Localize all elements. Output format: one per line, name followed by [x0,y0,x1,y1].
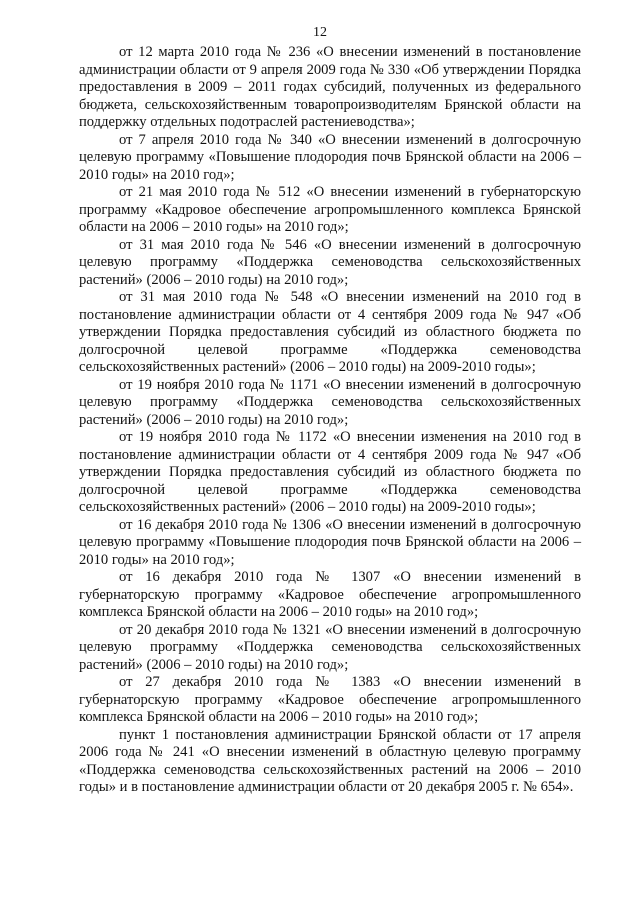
document-body [79,44,581,797]
paragraph: от 16 декабря 2010 года № 1306 «О внесении изменений в долгосрочную целевую программу «Повышение плодородия почв Брянской области на 2006 – 2010 годы» на 2010 год»; [79,516,581,568]
paragraph: от 7 апреля 2010 года № 340 «О внесении изменений в долгосрочную целевую программу «Повышение плодородия почв Брянской области на 2006 – 2010 годы» на 2010 год»; [79,131,581,183]
paragraph: от 21 мая 2010 года № 512 «О внесении изменений в губернаторскую программу «Кадровое обеспечение агропромышленного комплекса Брянской области на 2006 – 2010 годы» на 2010 год»; [79,184,581,235]
paragraph: от 16 декабря 2010 года № 1307 «О внесении изменений в губернаторскую программу «Кадровое обеспечение агропромышленного комплекса Брянской области на 2006 – 2010 годы» на 2010 год»; [79,569,581,620]
paragraph: пункт 1 постановления администрации Брянской области от 17 апреля 2006 года № 241 «О внесении изменений в областную целевую программу «Поддержка семеноводства сельскохозяйственных растений на 2006 – 2010 годы» и в постановление администрации области от 20 декабря 2005 г. № 654». [79,726,581,795]
paragraph: от 20 декабря 2010 года № 1321 «О внесении изменений в долгосрочную целевую программу «Поддержка семеноводства сельскохозяйственных растений» (2006 – 2010 годы) на 2010 год»; [79,621,581,673]
paragraph: от 31 мая 2010 года № 546 «О внесении изменений в долгосрочную целевую программу «Поддержка семеноводства сельскохозяйственных растений» (2006 – 2010 годы) на 2010 год»; [79,236,581,288]
paragraph: от 12 марта 2010 года № 236 «О внесении изменений в постановление администрации области от 9 апреля 2009 года № 330 «Об утверждении Порядка предоставления в 2009 – 2011 годах субсидий, полученных из федерального бюджета, сельскохозяйственным товаропроизводителям Брянской области на поддержку отдельных подотраслей растениеводства»; [79,44,581,130]
page-number: 12 [313,25,327,40]
paragraph: от 19 ноября 2010 года № 1171 «О внесении изменений в долгосрочную целевую программу «Поддержка семеноводства сельскохозяйственных растений» (2006 – 2010 годы) на 2010 год»; [79,376,581,428]
paragraph: от 19 ноября 2010 года № 1172 «О внесении изменения на 2010 год в постановление администрации области от 4 сентября 2009 года № 947 «Об утверждении Порядка предоставления субсидий из областного бюджета по долгосрочной целевой программе «Поддержка семеноводства сельскохозяйственных растений» (2006 – 2010 годы) на 2009-2010 годы»; [79,429,581,515]
paragraph: от 31 мая 2010 года № 548 «О внесении изменений на 2010 год в постановление администрации области от 4 сентября 2009 года № 947 «Об утверждении Порядка предоставления субсидий из областного бюджета по долгосрочной целевой программе «Поддержка семеноводства сельскохозяйственных растений» (2006 – 2010 годы) на 2009-2010 годы»; [79,289,581,375]
paragraph: от 27 декабря 2010 года № 1383 «О внесении изменений в губернаторскую программу «Кадровое обеспечение агропромышленного комплекса Брянской области на 2006 – 2010 годы» на 2010 год»; [79,674,581,725]
